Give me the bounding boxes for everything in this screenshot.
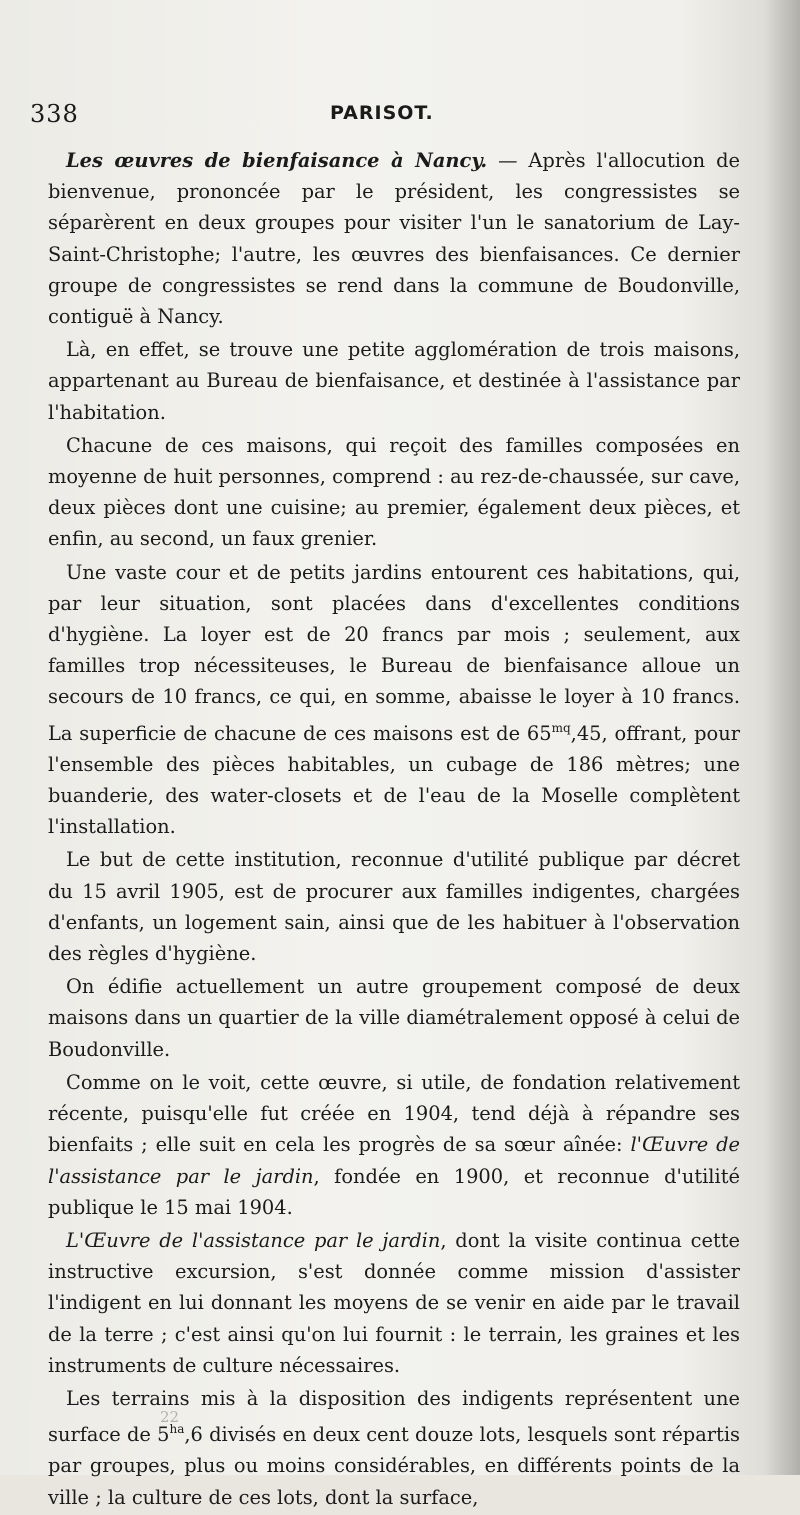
paragraph-text: ,6 divisés en deux cent douze lots, lesquels sont répartis par groupes, plus ou moins considérables, en différents points de la ville ; la culture de ces lots, dont la surface, <box>48 1423 740 1509</box>
paragraph-2 <box>48 334 740 428</box>
signature-mark: 22 <box>160 1408 180 1426</box>
body-text <box>48 145 740 1515</box>
paragraph-8 <box>48 1225 740 1381</box>
paragraph-1 <box>48 145 740 332</box>
running-head: PARISOT. <box>330 102 434 124</box>
paragraph-text: Une vaste cour et de petits jardins entourent ces habitations, qui, par leur situation, sont placées dans d'excellentes conditions d'hygiène. La loyer est de 20 francs par mois ; seulement, aux familles trop nécessiteuses, le Bureau de bienfaisance alloue un secours de 10 francs, ce qui, en somme, abaisse le loyer à 10 francs. La superficie de chacune de ces maisons est de 65 <box>48 560 740 745</box>
paragraph-5 <box>48 844 740 969</box>
superscript-unit: mq <box>551 720 571 735</box>
paragraph-4 <box>48 557 740 843</box>
paragraph-text: Le but de cette institution, reconnue d'utilité publique par décret du 15 avril 1905, est de procurer aux familles indigentes, chargées d'enfants, un logement sain, ainsi que de les habituer à l'observation des règles d'hygiène. <box>48 848 740 966</box>
italic-work-title: L'Œuvre de l'assistance par le jardin <box>66 1228 441 1252</box>
paragraph-text: Chacune de ces maisons, qui reçoit des familles composées en moyenne de huit personnes, comprend : au rez-de-chaussée, sur cave, deux pièces dont une cuisine; au premier, également deux pièces, et enfin, au second, un faux grenier. <box>48 433 740 551</box>
superscript-unit: ha <box>169 1422 185 1437</box>
paragraph-text: ,45, offrant, pour l'ensemble des pièces habitables, un cubage de 186 mètres; une buanderie, des water-closets et de l'eau de la Moselle complètent l'installation. <box>48 721 740 839</box>
paragraph-text: — Après l'allocution de bienvenue, prononcée par le président, les congressistes se séparèrent en deux groupes pour visiter l'un le sanatorium de Lay-Saint-Christophe; l'autre, les œuvres des bienfaisances. Ce dernier groupe de congressistes se rend dans la commune de Boudonville, contiguë à Nancy. <box>48 149 740 329</box>
paragraph-text: On édifie actuellement un autre groupement composé de deux maisons dans un quartier de la ville diamétralement opposé à celui de Boudonville. <box>48 975 740 1061</box>
paragraph-text: Les terrains mis à la disposition des indigents représentent une surface de 5 <box>48 1386 740 1447</box>
paragraph-text: Là, en effet, se trouve une petite agglomération de trois maisons, appartenant au Bureau de bienfaisance, et destinée à l'assistance par l'habitation. <box>48 338 740 424</box>
page-number: 338 <box>30 100 79 128</box>
paragraph-7 <box>48 1067 740 1223</box>
paragraph-text: Comme on le voit, cette œuvre, si utile, de fondation relativement récente, puisqu'elle fut créée en 1904, tend déjà à répandre ses bienfaits ; elle suit en cela les progrès de sa sœur aînée: <box>48 1070 740 1157</box>
paragraph-6 <box>48 971 740 1065</box>
page-header <box>30 100 750 140</box>
page-gutter-shadow <box>764 0 800 1475</box>
paragraph-3 <box>48 430 740 555</box>
paragraph-text: , dont la visite continua cette instructive excursion, s'est donnée comme mission d'assister l'indigent en lui donnant les moyens de se venir en aide par le travail de la terre ; c'est ainsi qu'on lui fournit : le terrain, les graines et les instruments de culture nécessaires. <box>48 1228 741 1377</box>
section-title: Les œuvres de bienfaisance à Nancy. <box>66 149 488 172</box>
paragraph-text: , fondée en 1900, et reconnue d'utilité publique le 15 mai 1904. <box>48 1164 740 1219</box>
italic-work-title: l'Œuvre de l'assistance par le jardin <box>48 1133 741 1188</box>
paragraph-9 <box>48 1383 740 1513</box>
